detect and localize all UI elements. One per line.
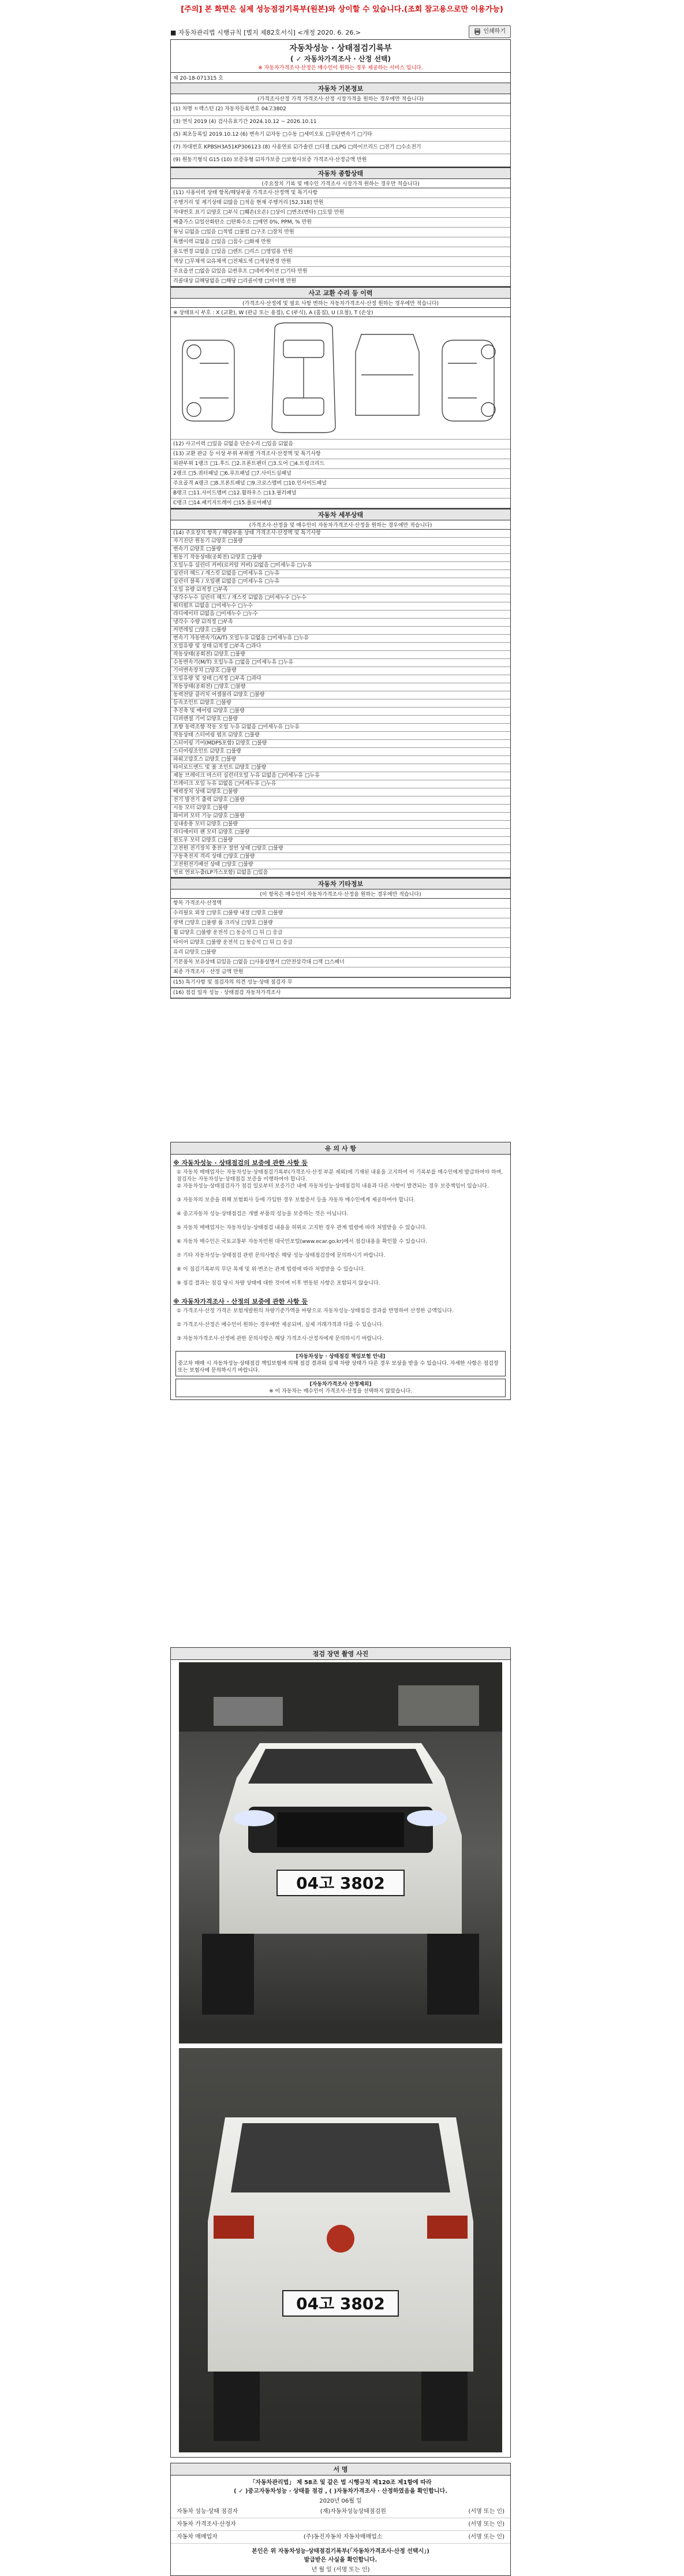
etc-info-row: 유리 ☑양호 □불량 — [171, 948, 510, 958]
document-number: 제 20-18-071315 호 — [171, 72, 510, 83]
mechanical-row: 타이로드엔드 및 볼 조인트 ☑양호 □불량 — [171, 764, 510, 772]
rear-photo — [179, 2048, 502, 2452]
mechanical-row: 추진축 및 베어링 ☑양호 □불량 — [171, 708, 510, 716]
vehicle-outline-diagram — [171, 317, 510, 440]
damage-row: 외판부위 1랭크 □1.후드 □2.프론트펜더 □3.도어 □4.트렁크리드 — [171, 459, 510, 469]
insurance-title: [자동차성능 · 상태점검 책임보험 안내] — [296, 1354, 386, 1360]
signature-label: 자동차 매매업자 — [177, 2534, 218, 2540]
etc-info-row: 항목 가격조사·산정액 — [171, 899, 510, 909]
inspection-date-row: (16) 점검 일자 성능 · 상태점검 자동차가격조사 — [171, 988, 510, 998]
pricing-paragraph: ① 가격조사·산정 가격은 보험개발원의 차량기준가액을 바탕으로 자동차성능·상태점검 결과를 반영하여 산정한 금액입니다. — [177, 1308, 454, 1314]
mechanical-row: 워터펌프 ☑없음 □미세누수 □누수 — [171, 602, 510, 611]
footer-text-2: 발급받은 사실을 확인합니다. — [304, 2557, 377, 2563]
mechanical-row: 변속기 자동변속기(A/T) 오일누유 ☑없음 □미세누유 □누유 — [171, 635, 510, 643]
damage-legend: ※ 상태표시 부호 : X (교환), W (판금 또는 용접), C (부식), A (흠집), U (요철), T (손상) — [171, 308, 510, 317]
mechanical-heading: 자동차 세부상태 — [171, 509, 510, 520]
pricing-box — [175, 1379, 506, 1397]
overall-status-row: 색상 □무채색 ☑유채색 □전체도색 □색상변경 만원 — [171, 257, 510, 267]
warranty-paragraph: ① 자동차 매매업자는 자동차성능·상태점검기록부(가격조사·산정 부분 제외)에 기재된 내용을 고지하여 이 기록부를 매수인에게 발급하여야 하며, 점검자는 자동차성능·상태점검 보증을 이행하여야 합니다. — [177, 1170, 503, 1182]
mechanical-row: 파워고압호스 ☑양호 □불량 — [171, 756, 510, 764]
pricing-paragraphs — [171, 1307, 510, 1349]
damage-history-note: (가격조사·산정에 및 필요 사항 변하는 자동차가격조사·산정 원하는 경우에만 적습니다) — [171, 299, 510, 308]
mechanical-row: 작동상태 스티어링 펌프 ☑양호 □불량 — [171, 732, 510, 740]
signature-sign[interactable]: (서명 또는 인) — [468, 2508, 504, 2515]
signature-label: 자동차 가격조사·산정자 — [177, 2521, 236, 2527]
pricing-text: ※ 이 자동차는 매수인이 가격조사·산정을 선택하지 않았습니다. — [269, 1388, 412, 1394]
mechanical-row: 시동 모터 ☑양호 □불량 — [171, 805, 510, 813]
mechanical-row: 작동상태(공회전) □양호 □불량 — [171, 683, 510, 691]
inspection-form — [170, 39, 511, 999]
warranty-paragraph: ⑤ 자동차 매매업자는 자동차성능·상태점검 내용을 허위로 고지한 경우 관계 법령에 따라 처벌받을 수 있습니다. — [177, 1225, 427, 1231]
warranty-paragraph: ③ 자동차의 보증을 위해 보험회사 등에 가입한 경우 보험증서 등을 자동차 매수인에게 제공하여야 합니다. — [177, 1197, 416, 1203]
warranty-paragraph: ⑨ 점검 결과는 점검 당시 차량 상태에 대한 것이며 이후 변동된 사항은 포함되지 않습니다. — [177, 1280, 380, 1286]
insurance-text: 중고차 매매 시 자동차성능·상태점검 책임보험에 의해 점검 결과와 실제 차량 상태가 다른 경우 보상을 받을 수 있습니다. 자세한 사항은 점검장 또는 보험사에 문의하시기 바랍니다. — [178, 1361, 499, 1373]
rear-photo-image — [179, 2048, 502, 2452]
basic-info-note: (가격조사산정 가격 가격조사·산정 시장가격을 원하는 경우에만 적습니다) — [171, 94, 510, 103]
mechanical-row: 조향 동력조향 작동 오일 누유 ☑없음 □미세누유 □누유 — [171, 724, 510, 732]
mechanical-row: 기어변속장치 □양호 □불량 — [171, 667, 510, 675]
front-photo — [179, 1662, 502, 2043]
mechanical-row: 제동 브레이크 마스터 실린더오일 누유 ☑없음 □미세누유 □누유 — [171, 772, 510, 780]
mechanical-row: 동력전달 클러치 어셈블리 ☑양호 □불량 — [171, 691, 510, 699]
mechanical-note: (가격조사·산정을 및 매수인이 자동차가격조사·산정을 원하는 경우에만 적습니다) — [171, 520, 510, 530]
mechanical-row: 실내송풍 모터 ☑양호 □불량 — [171, 821, 510, 829]
law-text: 「자동차관리법」 제 58조 및 같은 법 시행규칙 제120조 제1항에 따라 — [249, 2480, 432, 2486]
inspection-date-rows — [171, 988, 510, 998]
damage-row: (13) 교환 판금 등 이상 부위 부위별 가격조사·산정액 및 특기사항 — [171, 449, 510, 459]
mechanical-row: 작동상태(공회전) ☑양호 □불량 — [171, 651, 510, 659]
mechanical-row: 스티어링 기어(MDPS포함) ☑양호 □불량 — [171, 740, 510, 748]
form-title: 자동차성능 · 상태점검기록부 — [289, 44, 392, 53]
overall-status-row: 주요옵션 □없음 ☑있음 ☑썬루프 □네비게이션 □기타 만원 — [171, 267, 510, 277]
form-header — [170, 25, 511, 38]
etc-info-row: 최종 가격조사 · 산정 금액 만원 — [171, 967, 510, 977]
mechanical-row: 커먼레일 □양호 □불량 — [171, 627, 510, 635]
overall-status-row: 리콜대상 ☑해당없음 □해당 □리콜이행 □미이행 만원 — [171, 277, 510, 286]
pricing-warranty-title: ※ 자동차가격조사 · 산정의 보증에 관한 사항 등 — [173, 1298, 308, 1305]
etc-info-row: 기본품목 보유상태 ☑있음 □없음 □사용설명서 □안전삼각대 □잭 □스패너 — [171, 958, 510, 967]
warning-notice: [주의] 본 화면은 실제 성능점검기록부(원본)와 상이할 수 있습니다.(조회 참고용으로만 이용가능) — [181, 5, 503, 14]
damage-row: 주요골격 A랭크 □8.프론트패널 □9.크로스멤버 □10.인사이드패널 — [171, 479, 510, 489]
signature-value: (주)동진자동차 자동차매매업소 — [303, 2534, 383, 2540]
mechanical-row: 고전원전기배선 상태 □양호 □불량 — [171, 861, 510, 869]
overall-status-row: 튜닝 ☑없음 □있음 □적법 □불법 □구조 □장치 만원 — [171, 228, 510, 237]
signature-row — [171, 2531, 510, 2544]
pricing-title: [자동차가격조사 산정제외] — [309, 1382, 372, 1387]
mechanical-row: 스티어링조인트 ☑양호 □불량 — [171, 748, 510, 756]
damage-history-rows — [171, 440, 510, 509]
mechanical-row: 냉각수누수 실린더 헤드 / 개스킷 ☑없음 □미세누수 □누수 — [171, 594, 510, 602]
overall-status-row: 차대번호 표기 ☑양호 □부식 □훼손(오손) □상이 □변조(변타) □도말 만원 — [171, 208, 510, 218]
basic-info-row: (5) 최초등록일 2019.10.12 (6) 변속기 ☑자동 □수동 □세미오토 □무단변속기 □기타 — [171, 129, 510, 142]
warranty-paragraphs — [171, 1168, 510, 1293]
sign-date: 2020년 06월 일 — [319, 2498, 362, 2504]
front-plate: 04고 3802 — [296, 1874, 385, 1893]
mechanical-row: 윈도우 모터 ☑양호 □불량 — [171, 837, 510, 845]
signature-rows — [171, 2506, 510, 2544]
photo-heading: 점검 장면 촬영 사진 — [171, 1648, 510, 1660]
signature-label: 자동차 성능·상태 점검자 — [177, 2508, 238, 2515]
damage-history-heading: 사고 교환 수리 등 이력 — [171, 287, 510, 299]
overall-status-row: 용도변경 ☑없음 □있음 □렌트 □리스 □영업용 만원 — [171, 247, 510, 257]
mechanical-row: 오일유량 및 상태 □적정 □부족 □과다 — [171, 675, 510, 683]
damage-row: B랭크 □11.사이드멤버 □12.휠하우스 □13.필러패널 — [171, 489, 510, 498]
photo-section — [170, 1647, 511, 2458]
mechanical-rows — [171, 530, 510, 878]
mechanical-row: 전기 발전기 출력 ☑양호 □불량 — [171, 796, 510, 805]
form-note: ※ 자동차가격조사·산정은 매수인이 원하는 경우 제공하는 서비스 입니다. — [258, 65, 423, 71]
print-button[interactable] — [469, 25, 511, 38]
warranty-paragraph: ⑧ 이 점검기록부의 무단 복제 및 위·변조는 관계 법령에 따라 처벌받을 수 있습니다. — [177, 1267, 365, 1272]
mechanical-row: 오일 유량 ☑적정 □부족 — [171, 586, 510, 594]
signature-sign[interactable]: (서명 또는 인) — [468, 2521, 504, 2527]
insurance-box — [175, 1351, 506, 1376]
mechanical-row: 라디에이터 팬 모터 ☑양호 □불량 — [171, 829, 510, 837]
etc-info-row: 광택 □양호 □불량 룸 크리닝 □양호 □불량 — [171, 918, 510, 928]
mechanical-row: 원동기 작동상태(공회전) ☑양호 □불량 — [171, 554, 510, 562]
mechanical-row: 오일유량 및 상태 ☑적정 □부족 □과다 — [171, 643, 510, 651]
mechanical-row: (14) 주요장치 항목 / 해당부품 상태 가격조사·산정액 및 특기사항 — [171, 530, 510, 538]
print-button-label: 인쇄하기 — [483, 28, 506, 35]
signature-value: (재)자동차성능상태점검원 — [320, 2508, 386, 2515]
mechanical-row: 수동변속기(M/T) 오일누유 □없음 □미세누유 □누유 — [171, 659, 510, 667]
form-law-title: ■ 자동차관리법 시행규칙 [별지 제82호서식] <개정 2020. 6. 26.> — [170, 29, 361, 36]
pricing-paragraph: ② 가격조사·산정은 매수인이 원하는 경우에만 제공되며, 실제 거래가격과 다를 수 있습니다. — [177, 1322, 384, 1328]
notes-heading: 유 의 사 항 — [171, 1142, 510, 1155]
overall-status-note: (주요장치 기록 및 매수인 가격조사 시장가격 원하는 경우만 적습니다) — [171, 179, 510, 188]
opinion-rows — [171, 978, 510, 988]
damage-row: 2랭크 □5.쿼터패널 □6.루프패널 □7.사이드실패널 — [171, 469, 510, 479]
mechanical-row: 라디에이터 ☑없음 □미세누수 □누수 — [171, 611, 510, 619]
mechanical-row: 연료 연료누출(LP가스포함) ☑없음 □있음 — [171, 869, 510, 877]
damage-row: C랭크 □14.패키지트레이 □15.플로어패널 — [171, 498, 510, 508]
mechanical-row: 오일누유 실린더 커버(로커암 커버) ☑없음 □미세누유 □누유 — [171, 562, 510, 570]
warranty-paragraph: ④ 중고자동차 성능·상태점검은 개별 부품의 성능을 보증하는 것은 아닙니다. — [177, 1211, 349, 1217]
mechanical-row: 디퍼렌셜 기어 ☑양호 □불량 — [171, 716, 510, 724]
opinion-row: (15) 특기사항 및 점검자의 의견 성능·상태 점검자 무 — [171, 978, 510, 988]
mechanical-row: 실린더 블록 / 오일팬 ☑없음 □미세누유 □누유 — [171, 578, 510, 586]
overall-status-row: 주행거리 및 계기상태 ☑많음 □적음 현재 주행거리 [52,318] 만원 — [171, 198, 510, 208]
rear-plate: 04고 3802 — [296, 2294, 385, 2313]
basic-info-heading: 자동차 기본정보 — [171, 83, 510, 94]
mechanical-row: 구동축전지 격리 상태 □양호 □불량 — [171, 853, 510, 861]
vehicle-diagram — [171, 317, 510, 440]
etc-info-row: 휠 ☑양호 □불량 운전석 □ 동승석 □ 뒤 □ 응급 — [171, 928, 510, 938]
law-text-2: ( ✓ )중고자동차성능 · 상태를 점검 , ( )자동차가격조사 · 산정하였음을 확인합니다. — [234, 2488, 447, 2495]
etc-info-heading: 자동차 기타정보 — [171, 878, 510, 889]
basic-info-row: (1) 차명 ㅌ렉스턴 (2) 자동차등록번호 04고3802 — [171, 103, 510, 116]
basic-info-row: (9) 원동기형식 G15 (10) 보증유형 ☑자가보증 □보험사보증 가격조사·산정금액 만원 — [171, 154, 510, 167]
warranty-paragraph: ② 자동차성능·상태점검자가 점검 일로부터 보증기간 내에 자동차성능·상태점검의 내용과 다른 사항이 발견되는 경우 보증책임이 있습니다. — [177, 1183, 489, 1189]
mechanical-row: 냉각수 수량 ☑적정 □부족 — [171, 619, 510, 627]
pricing-paragraph: ③ 자동차가격조사·산정에 관한 문의사항은 해당 가격조사·산정자에게 문의하시기 바랍니다. — [177, 1336, 384, 1342]
damage-row: (12) 사고이력 □있음 ☑없음 단순수리 □있음 ☑없음 — [171, 440, 510, 449]
signature-row — [171, 2506, 510, 2518]
warranty-paragraph: ⑥ 자동차 매수인은 국토교통부 자동차민원 대국민포털(www.ecar.go.kr)에서 점검내용을 확인할 수 있습니다. — [177, 1239, 428, 1245]
mechanical-row: 자기진단 원동기 ☑양호 □불량 — [171, 538, 510, 546]
mechanical-row: 고전원 전기장치 충전구 절연 상태 □양호 □불량 — [171, 845, 510, 853]
overall-status-row: (11) 사용이력 상태 항목/해당부품 가격조사·산정액 및 특기사항 — [171, 188, 510, 198]
mechanical-row: 등속조인트 ☑양호 □불량 — [171, 699, 510, 708]
signature-row — [171, 2518, 510, 2531]
etc-info-rows — [171, 899, 510, 978]
front-photo-image — [179, 1662, 502, 2043]
form-subtitle: ( ✓ 자동차가격조사 · 산정 선택) — [290, 55, 391, 63]
mechanical-row: 와이퍼 모터 기능 ☑양호 □불량 — [171, 813, 510, 821]
printer-icon — [474, 28, 481, 35]
footer-text-1: 본인은 위 자동차성능·상태점검기록부(「자동차가격조사·산정 선택시」) — [252, 2548, 429, 2555]
overall-status-rows — [171, 188, 510, 287]
footer-text-3: 년 월 일 (서명 또는 인) — [311, 2567, 370, 2573]
notes-section — [170, 1142, 511, 1400]
overall-status-row: 배출가스 ☑일산화탄소 □탄화수소 □매연 0%, PPM, % 만원 — [171, 218, 510, 228]
basic-info-row: (7) 차대번호 KPBSH3A51KP306123 (8) 사용연료 ☑가솔린 □디젤 □LPG □하이브리드 □전기 □수소전기 — [171, 142, 510, 154]
warranty-paragraph: ⑦ 기타 자동차성능·상태점검 관련 문의사항은 해당 성능·상태점검장에 문의하시기 바랍니다. — [177, 1253, 386, 1259]
signature-sign[interactable]: (서명 또는 인) — [468, 2534, 504, 2540]
etc-info-row: 수리필요 외장 □양호 □불량 내장 □양호 □불량 — [171, 909, 510, 918]
mechanical-row: 브레이크 오일 누유 ☑없음 □미세누유 □누유 — [171, 780, 510, 788]
basic-info-rows — [171, 103, 510, 167]
warranty-title: ※ 자동차성능 · 상태점검의 보증에 관한 사항 등 — [173, 1159, 308, 1167]
overall-status-heading: 자동차 종합상태 — [171, 167, 510, 179]
overall-status-row: 특별이력 ☑없음 □있음 □침수 □화재 만원 — [171, 237, 510, 247]
signature-heading: 서 명 — [171, 2463, 510, 2476]
mechanical-row: 변속기 ☑양호 □불량 — [171, 546, 510, 554]
signature-section — [170, 2463, 511, 2576]
etc-info-row: 타이어 ☑양호 □불량 운전석 □ 동승석 □ 뒤 □ 응급 — [171, 938, 510, 948]
basic-info-row: (3) 연식 2019 (4) 검사유효기간 2024.10.12 ~ 2026.10.11 — [171, 116, 510, 129]
mechanical-row: 배력장치 상태 ☑양호 □불량 — [171, 788, 510, 796]
mechanical-row: 실린더 헤드 / 개스킷 ☑없음 □미세누유 □누유 — [171, 570, 510, 578]
etc-info-note: (이 항목은 매수인이 자동차가격조사·산정을 원하는 경우에만 적습니다) — [171, 889, 510, 899]
